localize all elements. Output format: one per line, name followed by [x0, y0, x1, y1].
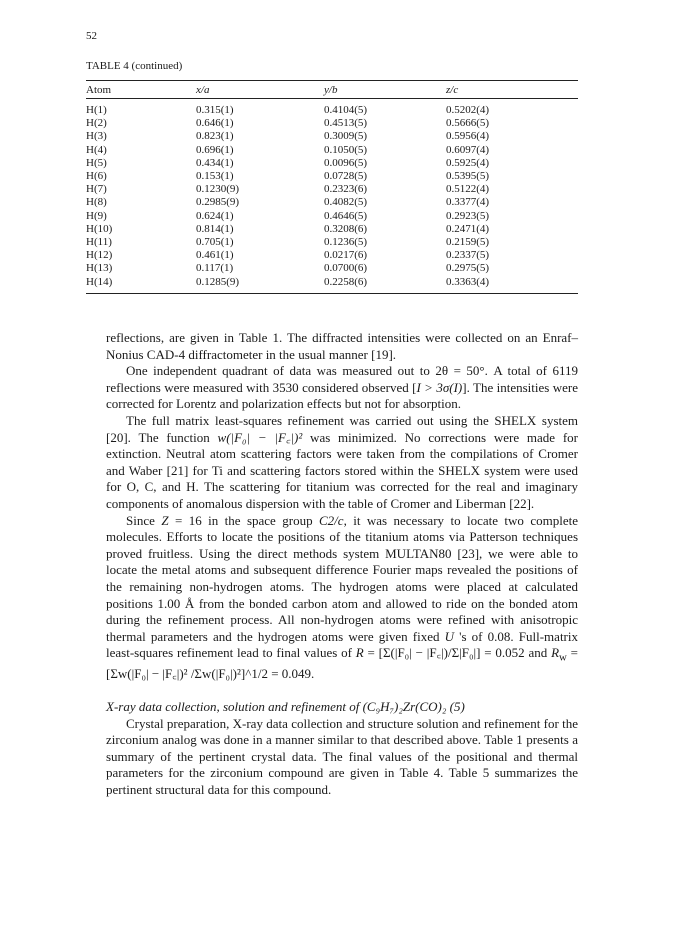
cell-atom: H(1) — [86, 104, 107, 116]
table-caption: TABLE 4 (continued) — [86, 60, 183, 72]
cell-atom: H(7) — [86, 183, 107, 196]
cell-z: 0.2471(4) — [446, 222, 490, 235]
cell-y: 0.3009(5) — [324, 130, 368, 143]
cell-x: 0.2985(9) — [196, 196, 240, 209]
cell-y: 0.4513(5) — [324, 117, 368, 130]
atom-table-container — [86, 80, 578, 294]
cell-z: 0.2975(5) — [446, 262, 490, 275]
text: 's of 0.08. Full-matrix least-squares refinement lead to final values of — [106, 628, 578, 661]
cell-x: 0.705(1) — [196, 236, 234, 249]
cell-atom: H(13) — [86, 262, 113, 275]
inequality: I > 3σ(I) — [416, 379, 463, 395]
cell-z: 0.6097(4) — [446, 143, 490, 156]
cell-x: 0.624(1) — [196, 209, 234, 222]
cell-x: 0.1230(9) — [196, 183, 240, 196]
table-row — [86, 276, 578, 294]
header-z: z/c — [446, 84, 459, 96]
u-symbol: U — [444, 628, 454, 644]
table-row — [86, 223, 578, 236]
function-expression: w(|F₀| − |F꜀|)² — [217, 429, 303, 445]
text: = [Σ(|F₀| − |F꜀|)/Σ|F₀|] = 0.052 and — [363, 645, 552, 661]
text: was minimized. No corrections were made for extinction. Neutral atom scattering factors were taken from the compilations of Cromer and Waber [21] for Ti and scattering factors stored within the SHELX system were used for O, C, and H. The scattering for titanium was corrected for the real and imaginary components of anomalous dispersion with the table of Cromer and Liberman [22]. — [106, 429, 578, 511]
table-row — [86, 130, 578, 143]
table-row — [86, 170, 578, 183]
cell-y: 0.4082(5) — [324, 196, 368, 209]
cell-x: 0.823(1) — [196, 130, 234, 143]
table-row — [86, 183, 578, 196]
rw-subscript: w — [559, 651, 567, 664]
table-row — [86, 99, 578, 118]
table-row — [86, 210, 578, 223]
table-row — [86, 117, 578, 130]
table-row — [86, 249, 578, 262]
header-y: y/b — [324, 84, 338, 96]
cell-z: 0.5122(4) — [446, 183, 490, 196]
cell-y: 0.4104(5) — [324, 104, 368, 116]
cell-y: 0.0096(5) — [324, 156, 368, 169]
cell-x: 0.1285(9) — [196, 275, 240, 288]
cell-z: 0.2337(5) — [446, 249, 490, 262]
cell-y: 0.0728(5) — [324, 170, 368, 183]
cell-z: 0.3363(4) — [446, 275, 490, 288]
cell-atom: H(12) — [86, 249, 113, 262]
table-row — [86, 157, 578, 170]
table-header-row — [86, 81, 578, 99]
cell-y: 0.3208(6) — [324, 222, 368, 235]
cell-atom: H(2) — [86, 117, 107, 130]
cell-x: 0.814(1) — [196, 222, 234, 235]
paragraph-data-measurement — [106, 363, 578, 413]
space-group: C2/c — [319, 512, 344, 528]
table-row — [86, 144, 578, 157]
text: Since — [126, 512, 162, 528]
cell-x: 0.153(1) — [196, 170, 234, 183]
cell-x: 0.646(1) — [196, 117, 234, 130]
cell-y: 0.0217(6) — [324, 249, 368, 262]
cell-x: 0.315(1) — [196, 104, 234, 116]
page-number: 52 — [86, 30, 97, 42]
cell-z: 0.5956(4) — [446, 130, 490, 143]
cell-x: 0.117(1) — [196, 262, 234, 275]
cell-y: 0.2323(6) — [324, 183, 368, 196]
cell-z: 0.2159(5) — [446, 236, 490, 249]
atom-coordinates-table — [86, 80, 578, 294]
cell-atom: H(5) — [86, 156, 107, 169]
paragraph-reflections: reflections, are given in Table 1. The diffracted intensities were collected on an Enraf–Nonius CAD-4 diffractometer in the usual manner [19]. — [106, 330, 578, 362]
cell-y: 0.1236(5) — [324, 236, 368, 249]
section-title: X-ray data collection, solution and refinement of (C₉H₇)₂Zr(CO)₂ (5) — [106, 699, 465, 715]
cell-atom: H(3) — [86, 130, 107, 143]
cell-atom: H(14) — [86, 275, 113, 288]
cell-z: 0.5395(5) — [446, 170, 490, 183]
cell-z: 0.5925(4) — [446, 156, 490, 169]
cell-x: 0.696(1) — [196, 143, 234, 156]
cell-z: 0.3377(4) — [446, 196, 490, 209]
header-atom: Atom — [86, 84, 112, 96]
header-x: x/a — [196, 84, 210, 96]
table-row — [86, 236, 578, 249]
body-text — [106, 330, 578, 799]
cell-y: 0.2258(6) — [324, 275, 368, 288]
cell-y: 0.1050(5) — [324, 143, 368, 156]
cell-x: 0.434(1) — [196, 156, 234, 169]
cell-atom: H(10) — [86, 222, 113, 235]
cell-z: 0.5202(4) — [446, 104, 490, 116]
text: , it was necessary to locate two complete molecules. Efforts to locate the positions of the titanium atoms via Patterson techniques proved fruitless. Using the direct methods system MULTAN80 [23], we were able to locate the metal atoms and subsequent difference Fourier maps revealed the positions of the remaining non-hydrogen atoms. The hydrogen atoms were placed at calculated positions 1.00 Å from the bonded carbon atom and allowed to ride on the bonded atom during the refinement process. All non-hydrogen atoms were refined with anisotropic thermal parameters and the hydrogen atoms were given fixed — [106, 512, 578, 644]
rw-symbol: R — [551, 645, 560, 661]
cell-atom: H(6) — [86, 170, 107, 183]
cell-atom: H(9) — [86, 209, 107, 222]
paragraph-refinement — [106, 413, 578, 513]
text: = 16 in the space group — [168, 512, 319, 528]
cell-z: 0.5666(5) — [446, 117, 490, 130]
r-symbol: R — [355, 645, 364, 661]
text: = [Σw(|F₀| − |F꜀|)² /Σw(|F₀|)²]^1/2 = 0.049. — [106, 645, 578, 682]
table-body — [86, 99, 578, 294]
text: One independent quadrant of data was measured out to 2θ = 50°. A total of 6119 reflections were measured with 3530 considered observed [ — [106, 363, 578, 395]
text: ]. The intensities were corrected for Lorentz and polarization effects but not for absorption. — [106, 379, 579, 412]
paragraph-structure-solution — [106, 513, 578, 684]
cell-atom: H(4) — [86, 143, 107, 156]
text: The full matrix least-squares refinement was carried out using the SHELX system [20]. The function — [106, 412, 578, 445]
table-row — [86, 262, 578, 275]
cell-atom: H(11) — [86, 236, 112, 249]
cell-y: 0.4646(5) — [324, 209, 368, 222]
cell-atom: H(8) — [86, 196, 107, 209]
table-row — [86, 196, 578, 209]
cell-y: 0.0700(6) — [324, 262, 368, 275]
cell-x: 0.461(1) — [196, 249, 234, 262]
paragraph-zirconium: Crystal preparation, X-ray data collection and structure solution and refinement for the zirconium analog was done in a manner similar to that described above. Table 1 presents a summary of the pertinent crystal data. The final values of the positional and thermal parameters for the zirconium compound are given in Table 4. Table 5 summarizes the pertinent structural data for this compound. — [106, 715, 578, 798]
z-symbol: Z — [161, 512, 169, 528]
cell-z: 0.2923(5) — [446, 209, 490, 222]
